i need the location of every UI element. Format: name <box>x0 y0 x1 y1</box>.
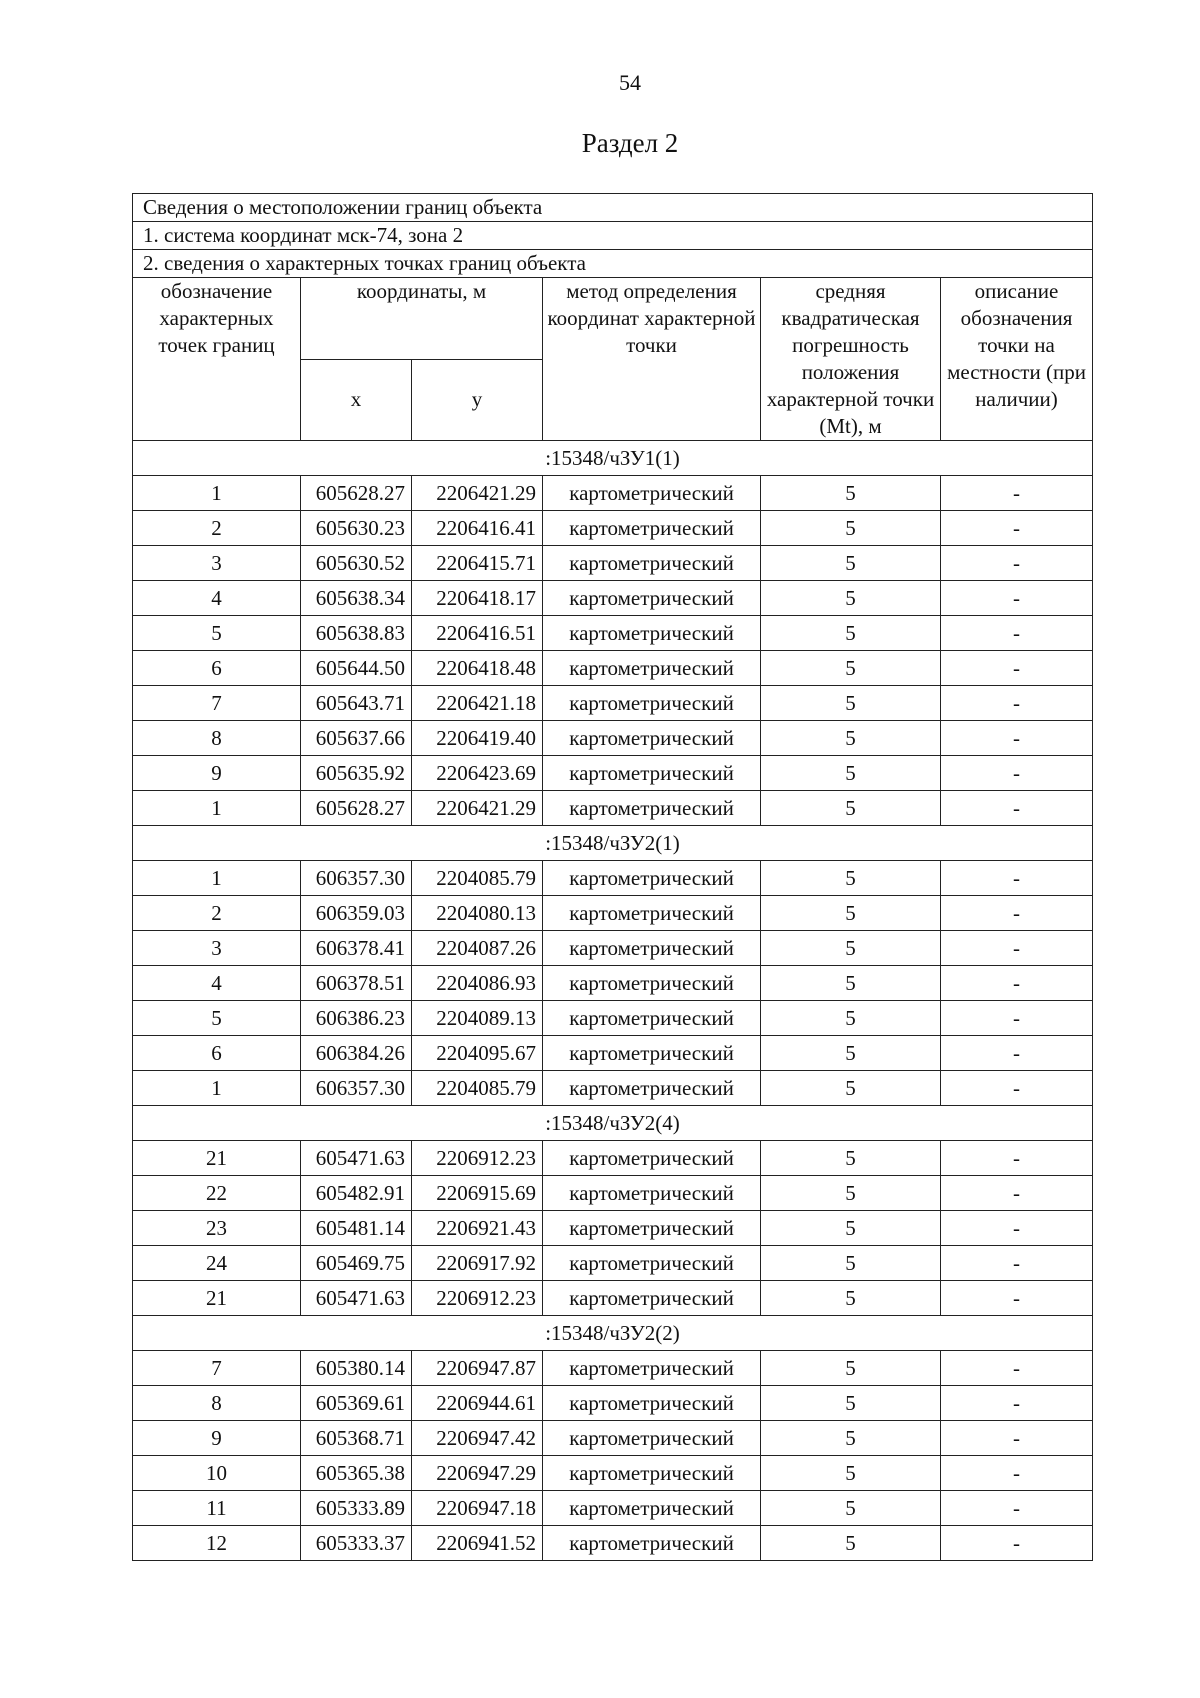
description-cell: - <box>941 1281 1093 1316</box>
table-row <box>133 1456 1093 1491</box>
method-cell: картометрический <box>543 721 761 756</box>
y-coordinate: 2206416.41 <box>412 511 543 546</box>
point-number: 8 <box>133 721 301 756</box>
x-coordinate: 605368.71 <box>301 1421 412 1456</box>
error-cell: 5 <box>761 476 941 511</box>
error-cell: 5 <box>761 861 941 896</box>
error-cell: 5 <box>761 1211 941 1246</box>
description-cell: - <box>941 1386 1093 1421</box>
point-number: 22 <box>133 1176 301 1211</box>
y-coordinate: 2206423.69 <box>412 756 543 791</box>
method-cell: картометрический <box>543 931 761 966</box>
table-row <box>133 1001 1093 1036</box>
x-coordinate: 605628.27 <box>301 476 412 511</box>
point-number: 12 <box>133 1526 301 1561</box>
y-coordinate: 2204085.79 <box>412 861 543 896</box>
y-coordinate: 2206912.23 <box>412 1281 543 1316</box>
method-cell: картометрический <box>543 791 761 826</box>
x-coordinate: 606378.41 <box>301 931 412 966</box>
x-coordinate: 605333.89 <box>301 1491 412 1526</box>
description-cell: - <box>941 756 1093 791</box>
method-cell: картометрический <box>543 1386 761 1421</box>
x-coordinate: 605333.37 <box>301 1526 412 1561</box>
page-number: 54 <box>619 70 641 95</box>
method-cell: картометрический <box>543 896 761 931</box>
y-coordinate: 2206415.71 <box>412 546 543 581</box>
point-number: 1 <box>133 1071 301 1106</box>
error-cell: 5 <box>761 1071 941 1106</box>
description-cell: - <box>941 511 1093 546</box>
point-number: 4 <box>133 581 301 616</box>
table-row <box>133 1351 1093 1386</box>
error-cell: 5 <box>761 896 941 931</box>
description-cell: - <box>941 1036 1093 1071</box>
table-row <box>133 1141 1093 1176</box>
error-cell: 5 <box>761 1281 941 1316</box>
method-cell: картометрический <box>543 1001 761 1036</box>
error-cell: 5 <box>761 581 941 616</box>
description-cell: - <box>941 651 1093 686</box>
y-coordinate: 2206947.18 <box>412 1491 543 1526</box>
point-number: 1 <box>133 791 301 826</box>
table-row <box>133 1036 1093 1071</box>
error-cell: 5 <box>761 721 941 756</box>
coordinate-system-line: 1. система координат мск-74, зона 2 <box>133 222 1093 250</box>
y-coordinate: 2206912.23 <box>412 1141 543 1176</box>
table-caption-title: Сведения о местоположении границ объекта <box>133 194 1093 222</box>
x-coordinate: 605637.66 <box>301 721 412 756</box>
error-cell: 5 <box>761 1141 941 1176</box>
description-cell: - <box>941 1421 1093 1456</box>
point-number: 7 <box>133 1351 301 1386</box>
point-number: 21 <box>133 1141 301 1176</box>
point-number: 3 <box>133 546 301 581</box>
x-coordinate: 606386.23 <box>301 1001 412 1036</box>
error-cell: 5 <box>761 1351 941 1386</box>
table-row <box>133 756 1093 791</box>
table-row <box>133 1491 1093 1526</box>
x-coordinate: 606378.51 <box>301 966 412 1001</box>
description-cell: - <box>941 861 1093 896</box>
error-cell: 5 <box>761 1246 941 1281</box>
table-row <box>133 1281 1093 1316</box>
method-cell: картометрический <box>543 651 761 686</box>
method-cell: картометрический <box>543 1456 761 1491</box>
x-coordinate: 605365.38 <box>301 1456 412 1491</box>
header-method: метод определения координат характерной точки <box>543 278 761 441</box>
description-cell: - <box>941 966 1093 1001</box>
table-row <box>133 1176 1093 1211</box>
error-cell: 5 <box>761 651 941 686</box>
y-coordinate: 2206421.29 <box>412 791 543 826</box>
x-coordinate: 606357.30 <box>301 861 412 896</box>
y-coordinate: 2204085.79 <box>412 1071 543 1106</box>
table-row <box>133 1071 1093 1106</box>
boundary-points-table <box>132 193 1093 1561</box>
error-cell: 5 <box>761 511 941 546</box>
point-number: 5 <box>133 1001 301 1036</box>
group-header-row <box>133 1106 1093 1141</box>
x-coordinate: 605482.91 <box>301 1176 412 1211</box>
method-cell: картометрический <box>543 616 761 651</box>
point-number: 2 <box>133 896 301 931</box>
description-cell: - <box>941 476 1093 511</box>
y-coordinate: 2206947.42 <box>412 1421 543 1456</box>
header-error: средняя квадратическая погрешность положения характерной точки (Mt), м <box>761 278 941 441</box>
description-cell: - <box>941 1491 1093 1526</box>
table-row <box>133 966 1093 1001</box>
method-cell: картометрический <box>543 1491 761 1526</box>
method-cell: картометрический <box>543 966 761 1001</box>
y-coordinate: 2206915.69 <box>412 1176 543 1211</box>
y-coordinate: 2206419.40 <box>412 721 543 756</box>
group-name: :15348/чЗУ1(1) <box>133 441 1093 476</box>
table-row <box>133 931 1093 966</box>
section-title: Раздел 2 <box>581 128 679 158</box>
error-cell: 5 <box>761 931 941 966</box>
point-number: 8 <box>133 1386 301 1421</box>
y-coordinate: 2206421.29 <box>412 476 543 511</box>
method-cell: картометрический <box>543 511 761 546</box>
y-coordinate: 2204095.67 <box>412 1036 543 1071</box>
y-coordinate: 2204087.26 <box>412 931 543 966</box>
point-number: 3 <box>133 931 301 966</box>
y-coordinate: 2206418.48 <box>412 651 543 686</box>
error-cell: 5 <box>761 756 941 791</box>
x-coordinate: 605638.83 <box>301 616 412 651</box>
y-coordinate: 2206421.18 <box>412 686 543 721</box>
error-cell: 5 <box>761 791 941 826</box>
description-cell: - <box>941 1071 1093 1106</box>
description-cell: - <box>941 616 1093 651</box>
table-row <box>133 1211 1093 1246</box>
x-coordinate: 605638.34 <box>301 581 412 616</box>
table-row <box>133 511 1093 546</box>
x-coordinate: 606384.26 <box>301 1036 412 1071</box>
table-row <box>133 1246 1093 1281</box>
table-row <box>133 686 1093 721</box>
description-cell: - <box>941 1176 1093 1211</box>
error-cell: 5 <box>761 546 941 581</box>
method-cell: картометрический <box>543 1071 761 1106</box>
group-name: :15348/чЗУ2(1) <box>133 826 1093 861</box>
x-coordinate: 605643.71 <box>301 686 412 721</box>
y-coordinate: 2206947.29 <box>412 1456 543 1491</box>
error-cell: 5 <box>761 1001 941 1036</box>
method-cell: картометрический <box>543 1281 761 1316</box>
description-cell: - <box>941 1351 1093 1386</box>
y-coordinate: 2206416.51 <box>412 616 543 651</box>
table-row <box>133 791 1093 826</box>
x-coordinate: 605469.75 <box>301 1246 412 1281</box>
method-cell: картометрический <box>543 1526 761 1561</box>
group-header-row <box>133 1316 1093 1351</box>
point-number: 7 <box>133 686 301 721</box>
header-coordinates: координаты, м <box>301 278 543 360</box>
method-cell: картометрический <box>543 861 761 896</box>
description-cell: - <box>941 791 1093 826</box>
y-coordinate: 2204086.93 <box>412 966 543 1001</box>
method-cell: картометрический <box>543 581 761 616</box>
description-cell: - <box>941 1001 1093 1036</box>
description-cell: - <box>941 1456 1093 1491</box>
y-coordinate: 2206917.92 <box>412 1246 543 1281</box>
table-row <box>133 861 1093 896</box>
point-number: 1 <box>133 861 301 896</box>
x-coordinate: 606359.03 <box>301 896 412 931</box>
x-coordinate: 605380.14 <box>301 1351 412 1386</box>
y-coordinate: 2206941.52 <box>412 1526 543 1561</box>
point-number: 4 <box>133 966 301 1001</box>
description-cell: - <box>941 1526 1093 1561</box>
point-number: 21 <box>133 1281 301 1316</box>
x-coordinate: 605635.92 <box>301 756 412 791</box>
method-cell: картометрический <box>543 1141 761 1176</box>
table-row <box>133 616 1093 651</box>
header-y: y <box>412 359 543 441</box>
method-cell: картометрический <box>543 1421 761 1456</box>
point-number: 23 <box>133 1211 301 1246</box>
description-cell: - <box>941 581 1093 616</box>
table-row <box>133 1526 1093 1561</box>
group-name: :15348/чЗУ2(4) <box>133 1106 1093 1141</box>
method-cell: картометрический <box>543 1351 761 1386</box>
description-cell: - <box>941 1141 1093 1176</box>
error-cell: 5 <box>761 1456 941 1491</box>
point-number: 10 <box>133 1456 301 1491</box>
method-cell: картометрический <box>543 1036 761 1071</box>
y-coordinate: 2206921.43 <box>412 1211 543 1246</box>
table-row <box>133 581 1093 616</box>
y-coordinate: 2204089.13 <box>412 1001 543 1036</box>
error-cell: 5 <box>761 1526 941 1561</box>
error-cell: 5 <box>761 1386 941 1421</box>
point-number: 5 <box>133 616 301 651</box>
x-coordinate: 605644.50 <box>301 651 412 686</box>
method-cell: картометрический <box>543 546 761 581</box>
x-coordinate: 605471.63 <box>301 1141 412 1176</box>
x-coordinate: 605471.63 <box>301 1281 412 1316</box>
error-cell: 5 <box>761 1491 941 1526</box>
group-header-row <box>133 826 1093 861</box>
description-cell: - <box>941 896 1093 931</box>
table-row <box>133 1421 1093 1456</box>
point-number: 6 <box>133 1036 301 1071</box>
point-number: 1 <box>133 476 301 511</box>
group-name: :15348/чЗУ2(2) <box>133 1316 1093 1351</box>
method-cell: картометрический <box>543 756 761 791</box>
description-cell: - <box>941 546 1093 581</box>
point-number: 24 <box>133 1246 301 1281</box>
header-x: x <box>301 359 412 441</box>
method-cell: картометрический <box>543 1176 761 1211</box>
table-row <box>133 546 1093 581</box>
x-coordinate: 605628.27 <box>301 791 412 826</box>
x-coordinate: 605630.23 <box>301 511 412 546</box>
x-coordinate: 606357.30 <box>301 1071 412 1106</box>
point-number: 9 <box>133 756 301 791</box>
method-cell: картометрический <box>543 1246 761 1281</box>
method-cell: картометрический <box>543 686 761 721</box>
method-cell: картометрический <box>543 1211 761 1246</box>
table-row <box>133 721 1093 756</box>
y-coordinate: 2206947.87 <box>412 1351 543 1386</box>
error-cell: 5 <box>761 966 941 1001</box>
x-coordinate: 605630.52 <box>301 546 412 581</box>
error-cell: 5 <box>761 1421 941 1456</box>
y-coordinate: 2206944.61 <box>412 1386 543 1421</box>
point-number: 6 <box>133 651 301 686</box>
description-cell: - <box>941 1211 1093 1246</box>
point-number: 9 <box>133 1421 301 1456</box>
error-cell: 5 <box>761 686 941 721</box>
table-row <box>133 476 1093 511</box>
y-coordinate: 2206418.17 <box>412 581 543 616</box>
header-point-designation: обозначение характерных точек границ <box>133 278 301 441</box>
header-description: описание обозначения точки на местности (при наличии) <box>941 278 1093 441</box>
point-number: 2 <box>133 511 301 546</box>
error-cell: 5 <box>761 1036 941 1071</box>
description-cell: - <box>941 1246 1093 1281</box>
table-row <box>133 1386 1093 1421</box>
points-info-line: 2. сведения о характерных точках границ объекта <box>133 250 1093 278</box>
method-cell: картометрический <box>543 476 761 511</box>
description-cell: - <box>941 686 1093 721</box>
x-coordinate: 605481.14 <box>301 1211 412 1246</box>
description-cell: - <box>941 721 1093 756</box>
point-number: 11 <box>133 1491 301 1526</box>
description-cell: - <box>941 931 1093 966</box>
table-row <box>133 896 1093 931</box>
y-coordinate: 2204080.13 <box>412 896 543 931</box>
table-row <box>133 651 1093 686</box>
group-header-row <box>133 441 1093 476</box>
error-cell: 5 <box>761 616 941 651</box>
x-coordinate: 605369.61 <box>301 1386 412 1421</box>
error-cell: 5 <box>761 1176 941 1211</box>
